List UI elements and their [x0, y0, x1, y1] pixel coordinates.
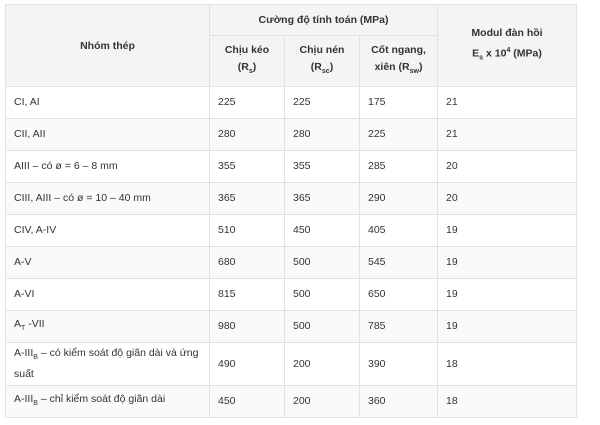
es-cell: 20 [438, 151, 577, 183]
steel-group-cell: A-VI [6, 279, 210, 311]
steel-group-cell: $A_T$ -VII [6, 311, 210, 343]
rsw-cell: 360 [360, 386, 438, 418]
rs-cell: 365 [210, 183, 285, 215]
table-row [6, 343, 577, 386]
header-compression: Chịu nén $(R_{sc})$ [285, 36, 360, 87]
rsw-cell: 225 [360, 119, 438, 151]
table-header [6, 5, 577, 87]
header-shear: Cốt ngang, xiên $(R_{sw})$ [360, 36, 438, 87]
es-cell: 18 [438, 386, 577, 418]
rsc-cell: 225 [285, 87, 360, 119]
es-cell: 21 [438, 119, 577, 151]
rs-cell: 815 [210, 279, 285, 311]
rs-cell: 280 [210, 119, 285, 151]
header-design-strength: Cường độ tính toán (MPa) [210, 5, 438, 36]
rsc-cell: 280 [285, 119, 360, 151]
table-row [6, 151, 577, 183]
rsc-cell: 500 [285, 247, 360, 279]
rs-cell: 225 [210, 87, 285, 119]
rsw-cell: 390 [360, 343, 438, 386]
table-row [6, 279, 577, 311]
rsw-cell: 545 [360, 247, 438, 279]
es-cell: 20 [438, 183, 577, 215]
rsw-cell: 650 [360, 279, 438, 311]
es-cell: 19 [438, 247, 577, 279]
table-row [6, 87, 577, 119]
rs-cell: 680 [210, 247, 285, 279]
rsc-cell: 355 [285, 151, 360, 183]
rs-cell: 510 [210, 215, 285, 247]
rsc-cell: 365 [285, 183, 360, 215]
rsc-cell: 500 [285, 311, 360, 343]
rs-cell: 980 [210, 311, 285, 343]
rsw-cell: 290 [360, 183, 438, 215]
rsw-cell: 785 [360, 311, 438, 343]
table-row [6, 215, 577, 247]
rsc-cell: 500 [285, 279, 360, 311]
table-row [6, 119, 577, 151]
steel-group-cell: CII, AII [6, 119, 210, 151]
header-tension: Chịu kéo $(R_s)$ [210, 36, 285, 87]
rsc-cell: 200 [285, 386, 360, 418]
table-body [6, 87, 577, 418]
table-row [6, 247, 577, 279]
es-cell: 19 [438, 311, 577, 343]
table-row [6, 386, 577, 418]
steel-group-cell: $A-III_B$ – chỉ kiểm soát độ giãn dài [6, 386, 210, 418]
rs-cell: 355 [210, 151, 285, 183]
steel-group-cell: $A-III_B$ – có kiểm soát độ giãn dài và ứng suất [6, 343, 210, 386]
rsw-cell: 285 [360, 151, 438, 183]
table-row [6, 311, 577, 343]
header-steel-group: Nhóm thép [6, 5, 210, 87]
rsw-cell: 175 [360, 87, 438, 119]
steel-group-cell: A-V [6, 247, 210, 279]
es-cell: 21 [438, 87, 577, 119]
steel-group-cell: CIII, AIII – có ø = 10 – 40 mm [6, 183, 210, 215]
es-cell: 19 [438, 215, 577, 247]
header-elastic-modulus: Modul đàn hồi $E_s$ x $10^4$ (MPa) [438, 5, 577, 87]
steel-group-cell: AIII – có ø = 6 – 8 mm [6, 151, 210, 183]
rsc-cell: 200 [285, 343, 360, 386]
table-row [6, 183, 577, 215]
steel-strength-table [5, 4, 577, 418]
rs-cell: 450 [210, 386, 285, 418]
rsw-cell: 405 [360, 215, 438, 247]
rsc-cell: 450 [285, 215, 360, 247]
es-cell: 19 [438, 279, 577, 311]
steel-group-cell: CI, AI [6, 87, 210, 119]
rs-cell: 490 [210, 343, 285, 386]
steel-group-cell: CIV, A-IV [6, 215, 210, 247]
es-cell: 18 [438, 343, 577, 386]
